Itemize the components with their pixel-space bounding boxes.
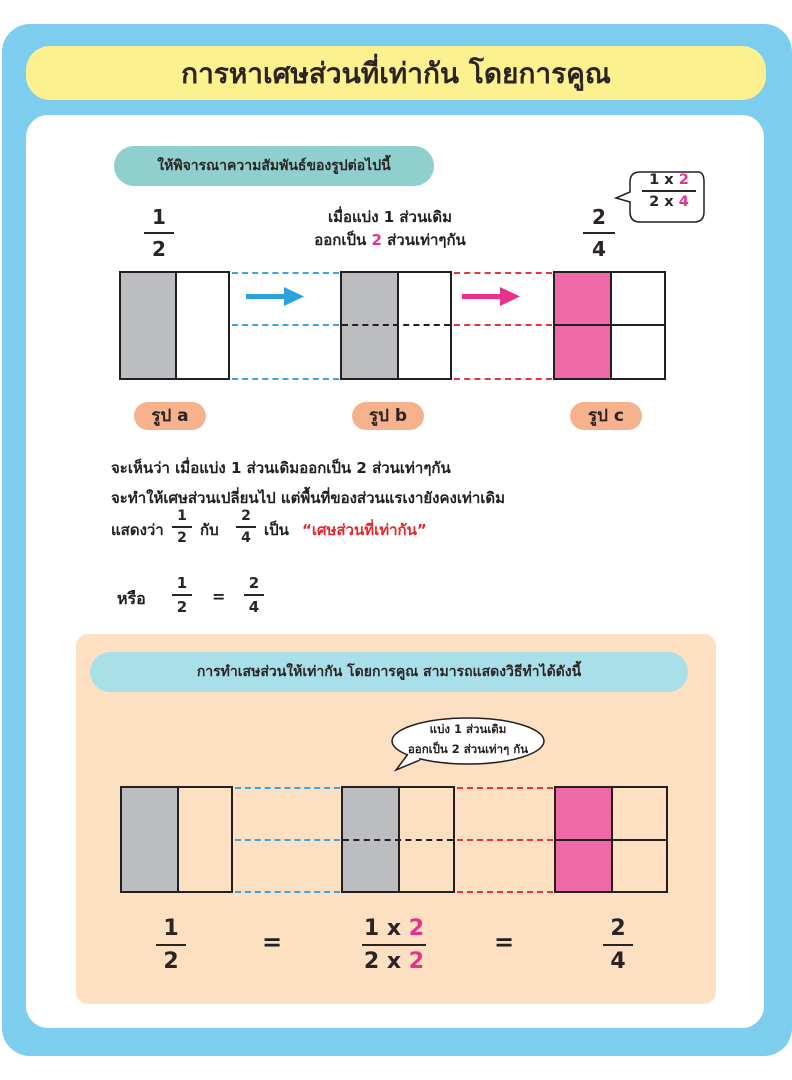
equals-sign-2: = — [494, 928, 515, 956]
explanation-with: กับ — [200, 521, 219, 539]
equation-fraction-3: 2 4 — [603, 916, 633, 974]
pink-arrow-icon — [462, 286, 522, 308]
label-figure-b: รูป b — [352, 402, 424, 430]
or-fraction-1: 1 2 — [172, 574, 192, 616]
equivalent-fractions-highlight: “เศษส่วนที่เท่ากัน” — [302, 521, 427, 539]
label-figure-c: รูป c — [570, 402, 642, 430]
connector-line — [235, 839, 340, 841]
multiply-denominator: 2 x 2 — [363, 949, 425, 974]
or-fraction-2: 2 4 — [244, 574, 264, 616]
fraction-a-numerator: 1 — [152, 205, 166, 229]
shaded-half — [122, 788, 177, 891]
fraction-c-numerator: 2 — [592, 205, 606, 229]
bubble-text: แบ่ง 1 ส่วนเดิม ออกเป็น 2 ส่วนเท่าๆ กัน — [407, 722, 529, 756]
fraction-a-denominator: 2 — [152, 237, 166, 261]
connector-line — [454, 378, 552, 380]
fraction-c-denominator: 4 — [592, 237, 606, 261]
or-label: หรือ — [117, 589, 146, 608]
explanation-is: เป็น — [264, 521, 289, 539]
fraction-bar — [144, 232, 174, 234]
bubble-numerator: 1 x 2 — [649, 172, 689, 188]
divider — [175, 273, 177, 378]
figure-c-rectangle — [553, 271, 666, 380]
fraction-bar — [642, 190, 696, 192]
multiply-numerator: 1 x 2 — [363, 916, 425, 941]
bubble-denominator: 2 x 4 — [649, 194, 689, 210]
figure-a-rectangle — [119, 271, 230, 380]
explanation-line-2: จะทำให้เศษส่วนเปลี่ยนไป แต่พื้นที่ของส่วนแรเงายังคงเท่าเดิม — [111, 489, 506, 507]
connector-line — [457, 839, 553, 841]
split-note-line1: เมื่อแบ่ง 1 ส่วนเดิม — [327, 208, 452, 226]
shaded-half — [121, 273, 175, 378]
connector-line — [232, 378, 339, 380]
inline-fraction-2: 2 4 — [236, 508, 256, 546]
split-note-line2: ออกเป็น 2 ส่วนเท่าๆกัน — [314, 231, 466, 249]
connector-line — [454, 272, 552, 274]
connector-line — [232, 272, 339, 274]
connector-line — [235, 787, 340, 789]
equation-fraction-2 — [362, 916, 426, 974]
method-heading: การทำเสษส่วนให้เท่ากัน โดยการคูณ สามารถแสดงวิธีทำได้ดังนี้ — [90, 652, 688, 692]
connector-line — [235, 891, 340, 893]
dashed-split-line — [342, 324, 450, 326]
divider — [555, 324, 664, 326]
explanation-line-3-prefix: แสดงว่า — [111, 521, 164, 539]
method-figure-1 — [120, 786, 233, 893]
label-figure-a: รูป a — [134, 402, 206, 430]
method-figure-3 — [554, 786, 668, 893]
equation-fraction-1: 1 2 — [156, 916, 186, 974]
inline-fraction-1: 1 2 — [172, 508, 192, 546]
fraction-a — [144, 205, 174, 261]
blue-arrow-icon — [246, 286, 306, 308]
connector-line — [457, 787, 553, 789]
divider — [556, 839, 666, 841]
fraction-bar — [583, 232, 615, 234]
equals-sign-1: = — [262, 928, 283, 956]
explanation-line-1: จะเห็นว่า เมื่อแบ่ง 1 ส่วนเดิมออกเป็น 2 ส่วนเท่าๆกัน — [111, 459, 451, 477]
or-equals: = — [212, 587, 226, 606]
connector-line — [457, 891, 553, 893]
connector-line — [454, 324, 552, 326]
fraction-c — [583, 205, 615, 261]
connector-line — [232, 324, 339, 326]
bubble-fraction — [640, 172, 698, 210]
divider — [177, 788, 179, 891]
instruction-pill: ให้พิจารณาความสัมพันธ์ของรูปต่อไปนี้ — [114, 146, 434, 186]
page-title: การหาเศษส่วนที่เท่ากัน โดยการคูณ — [26, 46, 766, 100]
method-figure-2 — [341, 786, 455, 893]
split-note — [300, 206, 480, 252]
figure-b-rectangle — [340, 271, 452, 380]
dashed-split-line — [343, 839, 453, 841]
